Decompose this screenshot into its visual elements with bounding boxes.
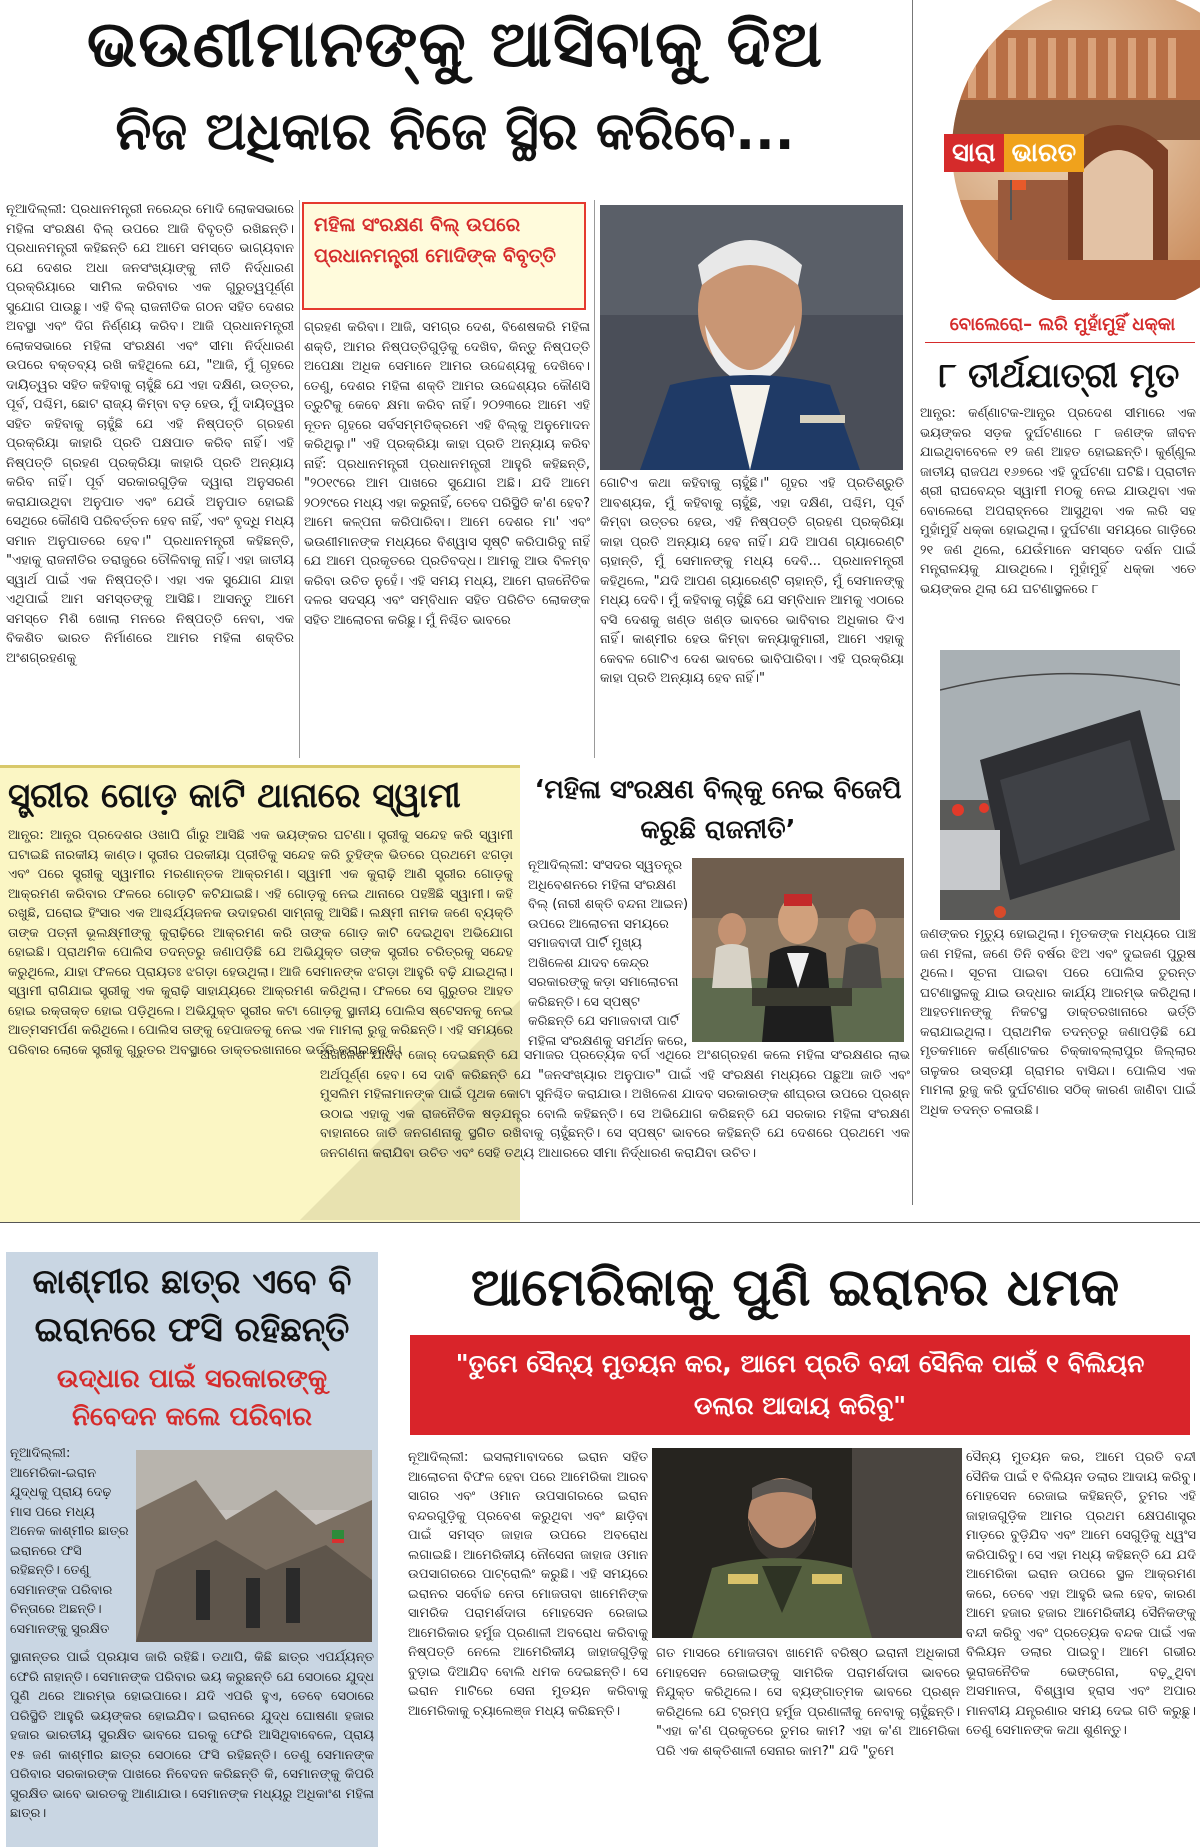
kashmir-body-top: ନୂଆଦିଲ୍ଲୀ: ଆମେରିକା-ଇରାନ ଯୁଦ୍ଧକୁ ପ୍ରାୟ ଦେଢ଼ ମାସ ପରେ ମଧ୍ୟ ଅନେକ କାଶ୍ମୀର ଛାତ୍ର ଇରାନରେ ଫସି ରହିଛନ୍ତି। ତେଣୁ ସେମାନଙ୍କ ପରିବାର ଚିନ୍ତାରେ ଅଛନ୍ତି। ସେମାନଙ୍କୁ ସୁରକ୍ଷିତ — [10, 1446, 129, 1637]
kashmir-sub-line1: ଉଦ୍ଧାର ପାଇଁ ସରକାରଙ୍କୁ — [56, 1364, 328, 1394]
accident-body-top: ଆନ୍ଧ୍ର: କର୍ଣ୍ଣାଟକ-ଆନ୍ଧ୍ର ପ୍ରଦେଶ ସୀମାରେ ଏକ ଭୟଙ୍କର ସଡ଼କ ଦୁର୍ଘଟଣାରେ ୮ ଜଣଙ୍କ ଜୀବନ ଯାଇଥିବାବେଳେ ୧୨ ଜଣ ଆହତ ହୋଇଛନ୍ତି। କୁର୍ଣ୍ଣୁଲ ଜାତୀୟ ରାଜପଥ ୧୬୭ରେ ଏହି ଦୁର୍ଘଟଣା ଘଟିଛି। ପ୍ରାଚୀନ ଶ୍ରୀ ରାଘବେନ୍ଦ୍ର ସ୍ୱାମୀ ମଠକୁ ନେଇ ଯାଉଥିବା ଏକ ବୋଲେରୋ ଅପରାହ୍ନରେ ଆସୁଥିବା ଏକ ଲରି ସହ ମୁହାଁମୁହିଁ ଧକ୍କା ହୋଇଥିଲା। ଦୁର୍ଘଟଣା ସମୟରେ ଗାଡ଼ିରେ ୨୧ ଜଣ ଥିଲେ, ଯେଉଁମାନେ ସମସ୍ତେ ଦର୍ଶନ ପାଇଁ ମନ୍ତ୍ରାଳୟକୁ ଯାଉଥିଲେ। ମୁହାଁମୁହିଁ ଧକ୍କା ଏତେ ଭୟଙ୍କର ଥିଲା ଯେ ଘଟଣାସ୍ଥଳରେ ୮ — [920, 406, 1196, 597]
sidebar-divider — [912, 0, 913, 1205]
main-col-divider-2 — [594, 200, 595, 758]
modi-photo — [600, 205, 903, 470]
kashmir-headline-line1: କାଶ୍ମୀର ଛାତ୍ର ଏବେ ବି — [32, 1262, 352, 1302]
accident-kicker: ବୋଲେରୋ– ଲରି ମୁହାଁମୁହିଁ ଧକ୍କା — [949, 314, 1176, 335]
iran-ruins-photo — [136, 1450, 372, 1642]
sub-box-text: ମହିଳା ସଂରକ୍ଷଣ ବିଲ୍ ଉପରେ ପ୍ରଧାନମନ୍ତ୍ରୀ ମୋଦିଙ୍କ ବିବୃତ୍ତି — [314, 214, 556, 267]
main-story-col2: ଗ୍ରହଣ କରିବା। ଆଜି, ସମଗ୍ର ଦେଶ, ବିଶେଷକରି ମହିଳା ଶକ୍ତି, ଆମର ନିଷ୍ପତ୍ତିଗୁଡ଼ିକୁ ଦେଖିବ, କିନ୍ତୁ ନିଷ୍ପତ୍ତି ଅପେକ୍ଷା ଅଧିକ ସେମାନେ ଆମର ଉଦ୍ଦେଶ୍ୟକୁ ଦେଖିବେ। ତେଣୁ, ଦେଶର ମହିଳା ଶକ୍ତି ଆମର ଉଦ୍ଦେଶ୍ୟର କୌଣସି ତ୍ରୁଟିକୁ କେବେ କ୍ଷମା କରିବ ନାହିଁ। ୨୦୨୩ରେ ଆମେ ଏହି ନୂତନ ଗୃହରେ ସର୍ବସମ୍ମତିକ୍ରମେ ଏହି ବିଲ୍‌କୁ ଅନୁମୋଦନ କରିଥିଲୁ।" ଏହି ପ୍ରକ୍ରିୟା କାହା ପ୍ରତି ଅନ୍ୟାୟ କରିବ ନାହିଁ: ପ୍ରଧାନମନ୍ତ୍ରୀ ପ୍ରଧାନମନ୍ତ୍ରୀ ଆହୁରି କହିଛନ୍ତି, "୨୦୧୯ରେ ଆମ ପାଖରେ ସୁଯୋଗ ଅଛି। ଯଦି ଆମେ ୨୦୨୯ରେ ମଧ୍ୟ ଏହା କରୁନାହିଁ, ତେବେ ପରିସ୍ଥିତି କ'ଣ ହେବ? ଆମେ କଳ୍ପନା କରିପାରିବା। ଆମେ ଦେଶର ମା' ଏବଂ ଭଉଣୀମାନଙ୍କ ମଧ୍ୟରେ ବିଶ୍ୱାସ ସୃଷ୍ଟି କରିପାରିବୁ ନାହିଁ ଯେ ଆମେ ପ୍ରକୃତରେ ପ୍ରତିବଦ୍ଧ। ଆମକୁ ଆଉ ବିଳମ୍ବ କରିବା ଉଚିତ ନୁହେଁ। ଏହି ସମୟ ମଧ୍ୟ, ଆମେ ରାଜନୈତିକ ଦଳର ସଦସ୍ୟ ଏବଂ ସମ୍ବିଧାନ ସହିତ ପରିଚିତ ଲୋକଙ୍କ ସହିତ ଆଲୋଚନା କରିଛୁ। ମୁଁ ନିଶ୍ଚିତ ଭାବରେ — [304, 320, 590, 628]
bharat-label: ଭାରତ — [1004, 134, 1085, 172]
iran-quote-text: "ତୁମେ ସୈନ୍ୟ ମୁତୟନ କର, ଆମେ ପ୍ରତି ବନ୍ଦୀ ସୈନିକ ପାଇଁ ୧ ବିଲିୟନ ଡଲାର ଆଦାୟ କରିବୁ" — [455, 1349, 1145, 1420]
section-divider — [0, 1222, 1200, 1223]
iran-quote-box — [410, 1335, 1190, 1435]
main-col-divider-1 — [299, 200, 300, 758]
kashmir-sub-line2: ନିବେଦନ କଲେ ପରିବାର — [72, 1402, 312, 1432]
main-headline-line1: ଭଉଣୀମାନଙ୍କୁ ଆସିବାକୁ ଦିଅ — [86, 8, 824, 82]
iran-headline: ଆମେରିକାକୁ ପୁଣି ଇରାନର ଧମକ — [470, 1258, 1120, 1318]
accident-body-bottom: ଜଣଙ୍କର ମୃତ୍ୟୁ ହୋଇଥିଲା। ମୃତକଙ୍କ ମଧ୍ୟରେ ପାଞ୍ଚ ଜଣ ମହିଳା, ଜଣେ ତିନି ବର୍ଷର ଝିଅ ଏବଂ ଦୁଇଜଣ ପୁରୁଷ ଥିଲେ। ସୂଚନା ପାଇବା ପରେ ପୋଲିସ ତୁରନ୍ତ ଘଟଣାସ୍ଥଳକୁ ଯାଇ ଉଦ୍ଧାର କାର୍ଯ୍ୟ ଆରମ୍ଭ କରିଥିଲା। ଆହତମାନଙ୍କୁ ନିକଟସ୍ଥ ଡାକ୍ତରଖାନାରେ ଭର୍ତ୍ତି କରାଯାଇଥିଲା। ପ୍ରାଥମିକ ତଦନ୍ତରୁ ଜଣାପଡ଼ିଛି ଯେ ମୃତକମାନେ କର୍ଣ୍ଣାଟକର ଚିକ୍କାବଲ୍ଲାପୁର ଜିଲ୍ଲାର ତାଳୁକର ଉସ୍ତୟୀ ଗ୍ରାମର ବାସିନ୍ଦା। ପୋଲିସ ଏକ ମାମଲା ରୁଜୁ କରି ଦୁର୍ଘଟଣାର ସଠିକ୍ କାରଣ ଜାଣିବା ପାଇଁ ଅଧିକ ତଦନ୍ତ ଚଳାଉଛି। — [920, 927, 1196, 1118]
kashmir-headline-line2: ଇରାନରେ ଫସି ରହିଛନ୍ତି — [34, 1310, 350, 1350]
iran-col-left: ନୂଆଦିଲ୍ଲୀ: ଇସଲାମାବାଦରେ ଇରାନ ସହିତ ଆଲୋଚନା ବିଫଳ ହେବା ପରେ ଆମେରିକା ଆରବ ସାଗର ଏବଂ ଓମାନ ଉପସାଗରରେ ଇରାନ ବନ୍ଦରଗୁଡ଼ିକୁ ପ୍ରବେଶ କରୁଥିବା ଏବଂ ଛାଡ଼ିବା ପାଇଁ ସମସ୍ତ ଜାହାଜ ଉପରେ ଅବରୋଧ ଲଗାଇଛି। ଆମେରିକୀୟ ନୌସେନା ଜାହାଜ ଓମାନ ଉପସାଗରରେ ପାଟ୍ରୋଲିଂ କରୁଛି। ଏହି ସମୟରେ ଇରାନର ସର୍ବୋଚ୍ଚ ନେତା ମୋଜତାବା ଖାମେନିଙ୍କ ସାମରିକ ପରାମର୍ଶଦାତା ମୋହସେନ ରେଜାଇ ଆମେରିକାର ହର୍ମୁଜ ପ୍ରଣାଳୀ ଅବରୋଧ କରିବାକୁ ନିଷ୍ପତ୍ତି ନେଲେ ଆମେରିକୀୟ ଜାହାଜଗୁଡ଼ିକୁ ବୁଡ଼ାଇ ଦିଆଯିବ ବୋଲି ଧମକ ଦେଇଛନ୍ତି। ସେ ଇରାନ ମାଟିରେ ସେନା ମୁତୟନ କରିବାକୁ ଆମେରିକାକୁ ଚ୍ୟାଲେଞ୍ଜ ମଧ୍ୟ କରିଛନ୍ତି। — [408, 1450, 648, 1719]
quote-story-body-left: ନୂଆଦିଲ୍ଲୀ: ସଂସଦର ସ୍ୱତନ୍ତ୍ର ଅଧିବେଶନରେ ମହିଳା ସଂରକ୍ଷଣ ବିଲ୍ (ନାରୀ ଶକ୍ତି ବନ୍ଦନା ଆଇନ) ଉପରେ ଆଲୋଚନା ସମୟରେ ସମାଜବାଦୀ ପାର୍ଟି ମୁଖ୍ୟ ଅଖିଳେଶ ଯାଦବ କେନ୍ଦ୍ର ସରକାରଙ୍କୁ କଡ଼ା ସମାଲୋଚନା କରିଛନ୍ତି। ସେ ସ୍ପଷ୍ଟ କରିଛନ୍ତି ଯେ ସମାଜବାଦୀ ପାର୍ଟି ମହିଳା ସଂରକ୍ଷଣକୁ ସମର୍ଥନ କରେ, — [528, 858, 688, 1049]
main-story-col1: ନୂଆଦିଲ୍ଲୀ: ପ୍ରଧାନମନ୍ତ୍ରୀ ନରେନ୍ଦ୍ର ମୋଦି ଲୋକସଭାରେ ମହିଳା ସଂରକ୍ଷଣ ବିଲ୍ ଉପରେ ଆଜି ବିବୃତ୍ତି ରଖିଛନ୍ତି। ପ୍ରଧାନମନ୍ତ୍ରୀ କହିଛନ୍ତି ଯେ ଆମେ ସମସ୍ତେ ଭାଗ୍ୟବାନ ଯେ ଦେଶର ଅଧା ଜନସଂଖ୍ୟାଙ୍କୁ ନୀତି ନିର୍ଦ୍ଧାରଣ ପ୍ରକ୍ରିୟାରେ ସାମିଲ କରିବାର ଏକ ଗୁରୁତ୍ୱପୂର୍ଣ୍ଣ ସୁଯୋଗ ପାଉଛୁ। ଏହି ବିଲ୍ ରାଜନୀତିକ ଗଠନ ସହିତ ଦେଶର ଅବସ୍ଥା ଏବଂ ଦିଗ ନିର୍ଣ୍ଣୟ କରିବ। ଆଜି ପ୍ରଧାନମନ୍ତ୍ରୀ ଲୋକସଭାରେ ମହିଳା ସଂରକ୍ଷଣ ଏବଂ ସୀମା ନିର୍ଦ୍ଧାରଣ ଉପରେ ବକ୍ତବ୍ୟ ରଖି କହିଥିଲେ ଯେ, "ଆଜି, ମୁଁ ଗୃହରେ ଦାୟିତ୍ୱର ସହିତ କହିବାକୁ ଚାହୁଁଛି ଯେ ଏହା ଦକ୍ଷିଣ, ଉତ୍ତର, ପୂର୍ବ, ପଶ୍ଚିମ, ଛୋଟ ରାଜ୍ୟ କିମ୍ବା ବଡ଼ ହେଉ, ମୁଁ ଦାୟିତ୍ୱର ସହିତ କହିବାକୁ ଚାହୁଁଛି ଯେ ଏହି ନିଷ୍ପତ୍ତି ଗ୍ରହଣ ପ୍ରକ୍ରିୟା କାହାରି ପ୍ରତି ପକ୍ଷପାତ କରିବ ନାହିଁ। ଏହି ନିଷ୍ପତ୍ତି ଗ୍ରହଣ ପ୍ରକ୍ରିୟା କାହାରି ପ୍ରତି ଅନ୍ୟାୟ କରିବ ନାହିଁ। ପୂର୍ବ ସରକାରଗୁଡ଼ିକ ଦ୍ୱାରା ଅନୁସରଣ କରାଯାଉଥିବା ଅନୁପାତ ଏବଂ ଯେଉଁ ଅନୁପାତ ହୋଇଛି ସେଥିରେ କୌଣସି ପରିବର୍ତ୍ତନ ହେବ ନାହିଁ, ଏବଂ ବୃଦ୍ଧି ମଧ୍ୟ ସମାନ ଅନୁପାତରେ ହେବ।" ପ୍ରଧାନମନ୍ତ୍ରୀ କହିଛନ୍ତି, "ଏହାକୁ ରାଜନୀତିର ତରାଜୁରେ ତୌଳିବାକୁ ନାହିଁ। ଏହା ଜାତୀୟ ସ୍ୱାର୍ଥ ପାଇଁ ଏକ ନିଷ୍ପତ୍ତି। ଏହା ଏକ ସୁଯୋଗ ଯାହା ଏଥିପାଇଁ ଆମ ସମସ୍ତଙ୍କୁ ଆସିଛି। ଆସନ୍ତୁ ଆମେ ସମସ୍ତେ ମିଶି ଖୋଲା ମନରେ ନିଷ୍ପତ୍ତି ନେବା, ଏକ ବିକଶିତ ଭାରତ ନିର୍ମାଣରେ ଆମର ମହିଳା ଶକ୍ତିର ଅଂଶଗ୍ରହଣକୁ — [6, 202, 294, 666]
crime-body: ଆନ୍ଧ୍ର: ଆନ୍ଧ୍ର ପ୍ରଦେଶର ଓଖାପି ଗାଁରୁ ଆସିଛି ଏକ ଭୟଙ୍କର ଘଟଣା। ସ୍ତ୍ରୀକୁ ସନ୍ଦେହ କରି ସ୍ୱାମୀ ଘଟାଇଛି ନାରକୀୟ କାଣ୍ଡ। ସ୍ତ୍ରୀର ପରକୀୟା ପ୍ରୀତିକୁ ସନ୍ଦେହ କରି ତୁହିଙ୍କ ଭିତରେ ପ୍ରଥମେ ଝଗଡ଼ା ଏବଂ ପରେ ସ୍ତ୍ରୀକୁ ସ୍ୱାମୀର ମରଣାନ୍ତକ ଆକ୍ରମଣ। ସ୍ୱାମୀ ଏକ କୁରାଢ଼ି ଆଣି ସ୍ତ୍ରୀର ଗୋଡ଼କୁ ଆକ୍ରମଣ କରିବାର ଫଳରେ ଗୋଡ଼ଟି କଟିଯାଇଛି। ଏହି ଗୋଡ଼କୁ ନେଇ ଥାନାରେ ପହଞ୍ଚିଛି ସ୍ୱାମୀ। କହି ରଖୁଛି, ଘରୋଇ ହିଂସାର ଏକ ଆଶ୍ଚର୍ଯ୍ୟଜନକ ଉଦାହରଣ ସାମ୍ନାକୁ ଆସିଛି। ଲକ୍ଷ୍ମୀ ନାମକ ଜଣେ ବ୍ୟକ୍ତି ତାଙ୍କ ପତ୍ନୀ ଭୂଲକ୍ଷ୍ମୀଙ୍କୁ କୁରାଢ଼ିରେ ଆକ୍ରମଣ କରି ତାଙ୍କ ଗୋଡ଼ କାଟି ଦେଇଥିବା ଅଭିଯୋଗ ହୋଇଛି। ପ୍ରାଥମିକ ପୋଲିସ ତଦନ୍ତରୁ ଜଣାପଡ଼ିଛି ଯେ ଅଭିଯୁକ୍ତ ତାଙ୍କ ସ୍ତ୍ରୀର ଚରିତ୍ରକୁ ସନ୍ଦେହ କରୁଥିଲେ, ଯାହା ଫଳରେ ପ୍ରାୟତଃ ଝଗଡ଼ା ହେଉଥିଲା। ଆଜି ସେମାନଙ୍କ ଝଗଡ଼ା ଆହୁରି ବଢ଼ି ଯାଇଥିଲା। ସ୍ୱାମୀ ରାଗିଯାଇ ସ୍ତ୍ରୀକୁ ଏକ କୁରାଢ଼ି ସାହାଯ୍ୟରେ ଆକ୍ରମଣ କରିଥିଲା। ଫଳରେ ସେ ଗୁରୁତର ଆହତ ହୋଇ ରକ୍ତାକ୍ତ ହୋଇ ପଡ଼ିଥିଲେ। ଅଭିଯୁକ୍ତ ସ୍ତ୍ରୀର କଟା ଗୋଡ଼କୁ ସ୍ଥାନୀୟ ପୋଲିସ ଷ୍ଟେସନକୁ ନେଇ ଆତ୍ମସମର୍ପଣ କରିଥିଲେ। ପୋଲିସ ତାଙ୍କୁ ହେପାଜତକୁ ନେଇ ଏକ ମାମଲା ରୁଜୁ କରିଛନ୍ତି। ଏହି ସମୟରେ ପରିବାର ଲୋକେ ସ୍ତ୍ରୀକୁ ଗୁରୁତର ଅବସ୍ଥାରେ ଡାକ୍ତରଖାନାରେ ଭର୍ତ୍ତି କରାଇଛନ୍ତି। — [8, 828, 513, 1058]
sara-label: ସାରା — [944, 134, 1004, 172]
accident-photo — [940, 650, 1180, 920]
accident-headline: ୮ ତୀର୍ଥଯାତ୍ରୀ ମୃତ — [938, 356, 1180, 396]
akhilesh-photo — [692, 858, 904, 1042]
kashmir-body-bottom: ସ୍ଥାନାନ୍ତର ପାଇଁ ପ୍ରୟାସ ଜାରି ରହିଛି। ତଥାପି, କିଛି ଛାତ୍ର ଏପର୍ଯ୍ୟନ୍ତ ଫେରି ନାହାନ୍ତି। ସେମାନଙ୍କ ପରିବାର ଭୟ କରୁଛନ୍ତି ଯେ ସେଠାରେ ଯୁଦ୍ଧ ପୁଣି ଥରେ ଆରମ୍ଭ ହୋଇପାରେ। ଯଦି ଏପରି ହୁଏ, ତେବେ ସେଠାରେ ପରିସ୍ଥିତି ଆହୁରି ଭୟଙ୍କର ହୋଇଯିବ। ଇରାନରେ ଯୁଦ୍ଧ ଘୋଷଣା ହଜାର ହଜାର ଭାରତୀୟ ସୁରକ୍ଷିତ ଭାବରେ ଘରକୁ ଫେରି ଆସିଥିବାବେଳେ, ପ୍ରାୟ ୧୫ ଜଣ କାଶ୍ମୀର ଛାତ୍ର ସେଠାରେ ଫସି ରହିଛନ୍ତି। ତେଣୁ ସେମାନଙ୍କ ପରିବାର ସରକାରଙ୍କ ପାଖରେ ନିବେଦନ କରିଛନ୍ତି କି, ସେମାନଙ୍କୁ କିପରି ସୁରକ୍ଷିତ ଭାବେ ଭାରତକୁ ଆଣାଯାଉ। ସେମାନଙ୍କ ମଧ୍ୟରୁ ଅଧିକାଂଶ ମହିଳା ଛାତ୍ର। — [10, 1650, 374, 1821]
sara-bharat-tag — [944, 134, 1084, 172]
mohsen-rezaei-photo — [652, 1448, 962, 1638]
iran-col-right: ସୈନ୍ୟ ମୁତୟନ କର, ଆମେ ପ୍ରତି ବନ୍ଦୀ ସୈନିକ ପାଇଁ ୧ ବିଲିୟନ ଡଲାର ଆଦାୟ କରିବୁ। ମୋହସେନ ରେଜାଇ କହିଛନ୍ତି, ତୁମର ଏହି ଜାହାଜଗୁଡ଼ିକ ଆମର ପ୍ରଥମ କ୍ଷେପଣାସ୍ତ୍ର ମାଡ଼ରେ ବୁଡ଼ିଯିବ ଏବଂ ଆମେ ସେଗୁଡ଼ିକୁ ଧ୍ୱଂସ କରିପାରିବୁ। ସେ ଏହା ମଧ୍ୟ କହିଛନ୍ତି ଯେ ଯଦି ଆମେରିକା ଇରାନ ଉପରେ ସ୍ଥଳ ଆକ୍ରମଣ କରେ, ତେବେ ଏହା ଆହୁରି ଭଲ ହେବ, କାରଣ ଆମେ ହଜାର ହଜାର ଆମେରିକୀୟ ସୈନିକଙ୍କୁ ବନ୍ଦୀ କରିବୁ ଏବଂ ପ୍ରତ୍ୟେକ ବନ୍ଦକ ପାଇଁ ଏକ ବିଲିୟନ ଡଲାର ପାଇବୁ। ଆମେ ଗଭୀର ଭୂରାଜନୈତିକ ଭେଙ୍ଗେନା, ବଢ଼ୁଥିବା ଅସମାନତା, ବିଶ୍ୱାସ ହ୍ରାସ ଏବଂ ଅପାର ମାନବୀୟ ଯନ୍ତ୍ରଣାର ସମୟ ଦେଇ ଗତି କରୁଛୁ। ତେଣୁ ସେମାନଙ୍କ କଥା ଶୁଣନ୍ତୁ। — [966, 1450, 1196, 1738]
quote-story-headline: ‘ମହିଳା ସଂରକ୍ଷଣ ବିଲ୍‌କୁ ନେଇ ବିଜେପି କରୁଛି ରାଜନୀତି’ — [534, 775, 902, 845]
main-headline-line2: ନିଜ ଅଧିକାର ନିଜେ ସ୍ଥିର କରିବେ... — [115, 102, 795, 162]
kicker-underline — [925, 342, 1195, 343]
crime-headline: ସ୍ତ୍ରୀର ଗୋଡ଼ କାଟି ଥାନାରେ ସ୍ୱାମୀ — [8, 776, 461, 816]
quote-story-body-wide: ଅଖିଳେଶ ଯାଦବ ଜୋର୍ ଦେଇଛନ୍ତି ଯେ ସମାଜର ପ୍ରତ୍ୟେକ ବର୍ଗ ଏଥିରେ ଅଂଶଗ୍ରହଣ କଲେ ମହିଳା ସଂରକ୍ଷଣର ଲାଭ ଅର୍ଥପୂର୍ଣ୍ଣ ହେବ। ସେ ଦାବି କରିଛନ୍ତି ଯେ "ଜନସଂଖ୍ୟାର ଅନୁପାତ" ପାଇଁ ଏହି ସଂରକ୍ଷଣ ମଧ୍ୟରେ ପଛୁଆ ଜାତି ଏବଂ ମୁସଲିମ ମହିଳାମାନଙ୍କ ପାଇଁ ପୃଥକ କୋଟା ସୁନିଶ୍ଚିତ କରାଯାଉ। ଅଖିଳେଶ ଯାଦବ ସରକାରଙ୍କ ଶୀଘ୍ରତା ଉପରେ ପ୍ରଶ୍ନ ଉଠାଇ ଏହାକୁ ଏକ ରାଜନୈତିକ ଷଡ଼ଯନ୍ତ୍ର ବୋଲି କହିଛନ୍ତି। ସେ ଅଭିଯୋଗ କରିଛନ୍ତି ଯେ ସରକାର ମହିଳା ସଂରକ୍ଷଣ ବାହାନାରେ ଜାତି ଜନଗଣନାକୁ ସ୍ଥଗିତ ରଖିବାକୁ ଚାହୁଁଛନ୍ତି। ସେ ସ୍ପଷ୍ଟ ଭାବରେ କହିଛନ୍ତି ଯେ ଦେଶରେ ପ୍ରଥମେ ଏକ ଜନଗଣନା କରାଯିବା ଉଚିତ ଏବଂ ସେହି ତଥ୍ୟ ଆଧାରରେ ସୀମା ନିର୍ଦ୍ଧାରଣ କରାଯିବା ଉଚିତ। — [320, 1048, 910, 1161]
main-story-col3: ଗୋଟିଏ କଥା କହିବାକୁ ଚାହୁଁଛି।" ଗୃହର ଏହି ପ୍ରତିଶ୍ରୁତି ଆବଶ୍ୟକ, ମୁଁ କହିବାକୁ ଚାହୁଁଛି, ଏହା ଦକ୍ଷିଣ, ପଶ୍ଚିମ, ପୂର୍ବ କିମ୍ବା ଉତ୍ତର ହେଉ, ଏହି ନିଷ୍ପତ୍ତି ଗ୍ରହଣ ପ୍ରକ୍ରିୟା କାହା ପ୍ରତି ଅନ୍ୟାୟ ହେବ ନାହିଁ। ଯଦି ଆପଣ ଗ୍ୟାରେଣ୍ଟି ଚାହାନ୍ତି, ମୁଁ ସେମାନଙ୍କୁ ମଧ୍ୟ ଦେବି... ପ୍ରଧାନମନ୍ତ୍ରୀ କହିଥିଲେ, "ଯଦି ଆପଣ ଗ୍ୟାରେଣ୍ଟି ଚାହାନ୍ତି, ମୁଁ ସେମାନଙ୍କୁ ମଧ୍ୟ ଦେବି। ମୁଁ କହିବାକୁ ଚାହୁଁଛି ଯେ ସମ୍ବିଧାନ ଆମକୁ ଏଠାରେ ବସି ଦେଶକୁ ଖଣ୍ଡ ଖଣ୍ଡ ଭାବରେ ଭାବିବାର ଅଧିକାର ଦିଏ ନାହିଁ। କାଶ୍ମୀର ହେଉ କିମ୍ବା କନ୍ୟାକୁମାରୀ, ଆମେ ଏହାକୁ କେବଳ ଗୋଟିଏ ଦେଶ ଭାବରେ ଭାବିପାରିବା। ଏହି ପ୍ରକ୍ରିୟା କାହା ପ୍ରତି ଅନ୍ୟାୟ ହେବ ନାହିଁ।" — [600, 476, 904, 686]
iran-col-mid: ଗତ ମାସରେ ମୋଜତାବା ଖାମେନି ବରିଷ୍ଠ ଇରାନୀ ଅଧିକାରୀ ମୋହସେନ ରେଜାଇଙ୍କୁ ସାମରିକ ପରାମର୍ଶଦାତା ଭାବରେ ନିଯୁକ୍ତ କରିଥିଲେ। ସେ ବ୍ୟଙ୍ଗାତ୍ମକ ଭାବରେ ପ୍ରଶ୍ନ କରିଥିଲେ ଯେ ଟ୍ରମ୍ପ ହର୍ମୁଜ ପ୍ରଣାଳୀକୁ ନେବାକୁ ଚାହୁଁଛନ୍ତି। "ଏହା କ'ଣ ପ୍ରକୃତରେ ତୁମର କାମ? ଏହା କ'ଣ ଆମେରିକା ପରି ଏକ ଶକ୍ତିଶାଳୀ ସେନାର କାମ?" ଯଦି "ତୁମେ — [656, 1646, 960, 1759]
main-story-sub-box — [302, 202, 586, 310]
sara-bharat-banner — [918, 0, 1200, 300]
